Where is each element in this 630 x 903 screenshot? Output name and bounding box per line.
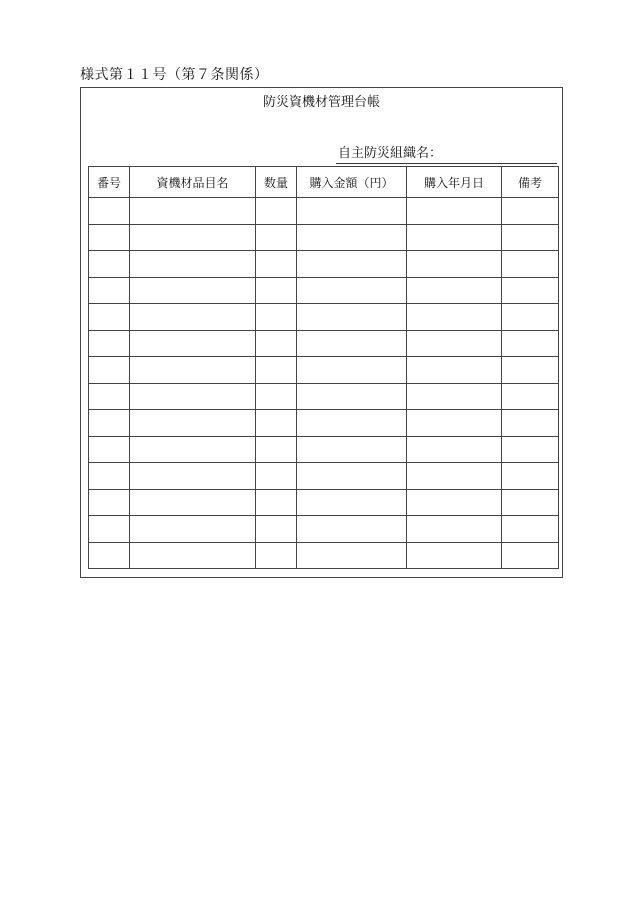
cell-number[interactable] [89,224,130,251]
cell-purchase-amount[interactable] [297,198,407,225]
table-row [89,463,559,490]
cell-purchase-amount[interactable] [297,277,407,304]
cell-remarks[interactable] [502,516,559,543]
cell-remarks[interactable] [502,251,559,278]
cell-quantity[interactable] [256,330,297,357]
cell-purchase-date[interactable] [407,383,502,410]
column-header-item-name: 資機材品目名 [130,167,256,198]
cell-item-name[interactable] [130,277,256,304]
cell-purchase-amount[interactable] [297,330,407,357]
cell-purchase-amount[interactable] [297,489,407,516]
cell-remarks[interactable] [502,330,559,357]
cell-remarks[interactable] [502,436,559,463]
table-header-row [89,167,559,198]
cell-quantity[interactable] [256,224,297,251]
cell-quantity[interactable] [256,516,297,543]
cell-number[interactable] [89,277,130,304]
document-title: 防災資機材管理台帳 [262,95,380,110]
cell-number[interactable] [89,304,130,331]
cell-item-name[interactable] [130,330,256,357]
cell-purchase-amount[interactable] [297,251,407,278]
cell-quantity[interactable] [256,383,297,410]
cell-purchase-date[interactable] [407,516,502,543]
organization-name-label: 自主防災組織名： [338,146,443,161]
cell-purchase-date[interactable] [407,357,502,384]
cell-quantity[interactable] [256,463,297,490]
cell-purchase-date[interactable] [407,489,502,516]
cell-item-name[interactable] [130,357,256,384]
table-row [89,198,559,225]
cell-number[interactable] [89,357,130,384]
cell-purchase-amount[interactable] [297,357,407,384]
column-header-purchase-date: 購入年月日 [407,167,502,198]
cell-remarks[interactable] [502,198,559,225]
cell-purchase-amount[interactable] [297,383,407,410]
cell-number[interactable] [89,198,130,225]
cell-item-name[interactable] [130,224,256,251]
table-row [89,489,559,516]
cell-number[interactable] [89,463,130,490]
cell-purchase-date[interactable] [407,410,502,437]
column-header-remarks: 備考 [502,167,559,198]
table-row [89,277,559,304]
cell-quantity[interactable] [256,251,297,278]
cell-item-name[interactable] [130,489,256,516]
cell-purchase-amount[interactable] [297,463,407,490]
table-row [89,357,559,384]
cell-quantity[interactable] [256,304,297,331]
cell-item-name[interactable] [130,463,256,490]
cell-number[interactable] [89,251,130,278]
cell-item-name[interactable] [130,542,256,569]
cell-number[interactable] [89,516,130,543]
cell-quantity[interactable] [256,489,297,516]
cell-purchase-date[interactable] [407,304,502,331]
cell-item-name[interactable] [130,410,256,437]
cell-quantity[interactable] [256,277,297,304]
column-header-number: 番号 [89,167,130,198]
cell-item-name[interactable] [130,516,256,543]
cell-item-name[interactable] [130,383,256,410]
cell-number[interactable] [89,436,130,463]
cell-number[interactable] [89,489,130,516]
cell-remarks[interactable] [502,489,559,516]
column-header-quantity: 数量 [256,167,297,198]
table-row [89,224,559,251]
cell-number[interactable] [89,330,130,357]
table-row [89,542,559,569]
cell-remarks[interactable] [502,277,559,304]
cell-purchase-date[interactable] [407,330,502,357]
cell-purchase-date[interactable] [407,277,502,304]
cell-quantity[interactable] [256,198,297,225]
cell-purchase-amount[interactable] [297,224,407,251]
cell-number[interactable] [89,410,130,437]
cell-item-name[interactable] [130,251,256,278]
table-row [89,436,559,463]
cell-remarks[interactable] [502,304,559,331]
cell-remarks[interactable] [502,224,559,251]
equipment-ledger-table [88,166,559,569]
table-row [89,304,559,331]
cell-remarks[interactable] [502,542,559,569]
cell-remarks[interactable] [502,463,559,490]
cell-item-name[interactable] [130,198,256,225]
cell-number[interactable] [89,383,130,410]
cell-number[interactable] [89,542,130,569]
cell-item-name[interactable] [130,304,256,331]
cell-purchase-amount[interactable] [297,542,407,569]
table-row [89,330,559,357]
cell-remarks[interactable] [502,410,559,437]
cell-quantity[interactable] [256,410,297,437]
cell-purchase-date[interactable] [407,542,502,569]
cell-remarks[interactable] [502,383,559,410]
table-row [89,251,559,278]
cell-purchase-date[interactable] [407,436,502,463]
cell-purchase-amount[interactable] [297,304,407,331]
cell-quantity[interactable] [256,542,297,569]
cell-item-name[interactable] [130,436,256,463]
table-row [89,383,559,410]
cell-purchase-date[interactable] [407,198,502,225]
cell-purchase-amount[interactable] [297,436,407,463]
column-header-purchase-amount: 購入金額（円） [297,167,407,198]
table-row [89,410,559,437]
table-body [89,198,559,569]
cell-purchase-date[interactable] [407,251,502,278]
cell-quantity[interactable] [256,436,297,463]
cell-quantity[interactable] [256,357,297,384]
organization-name-field[interactable] [336,145,557,164]
table-row [89,516,559,543]
cell-purchase-date[interactable] [407,463,502,490]
cell-remarks[interactable] [502,357,559,384]
ledger-frame [80,87,563,578]
cell-purchase-amount[interactable] [297,516,407,543]
cell-purchase-date[interactable] [407,224,502,251]
cell-purchase-amount[interactable] [297,410,407,437]
form-number: 様式第１１号（第７条関係） [80,67,269,83]
